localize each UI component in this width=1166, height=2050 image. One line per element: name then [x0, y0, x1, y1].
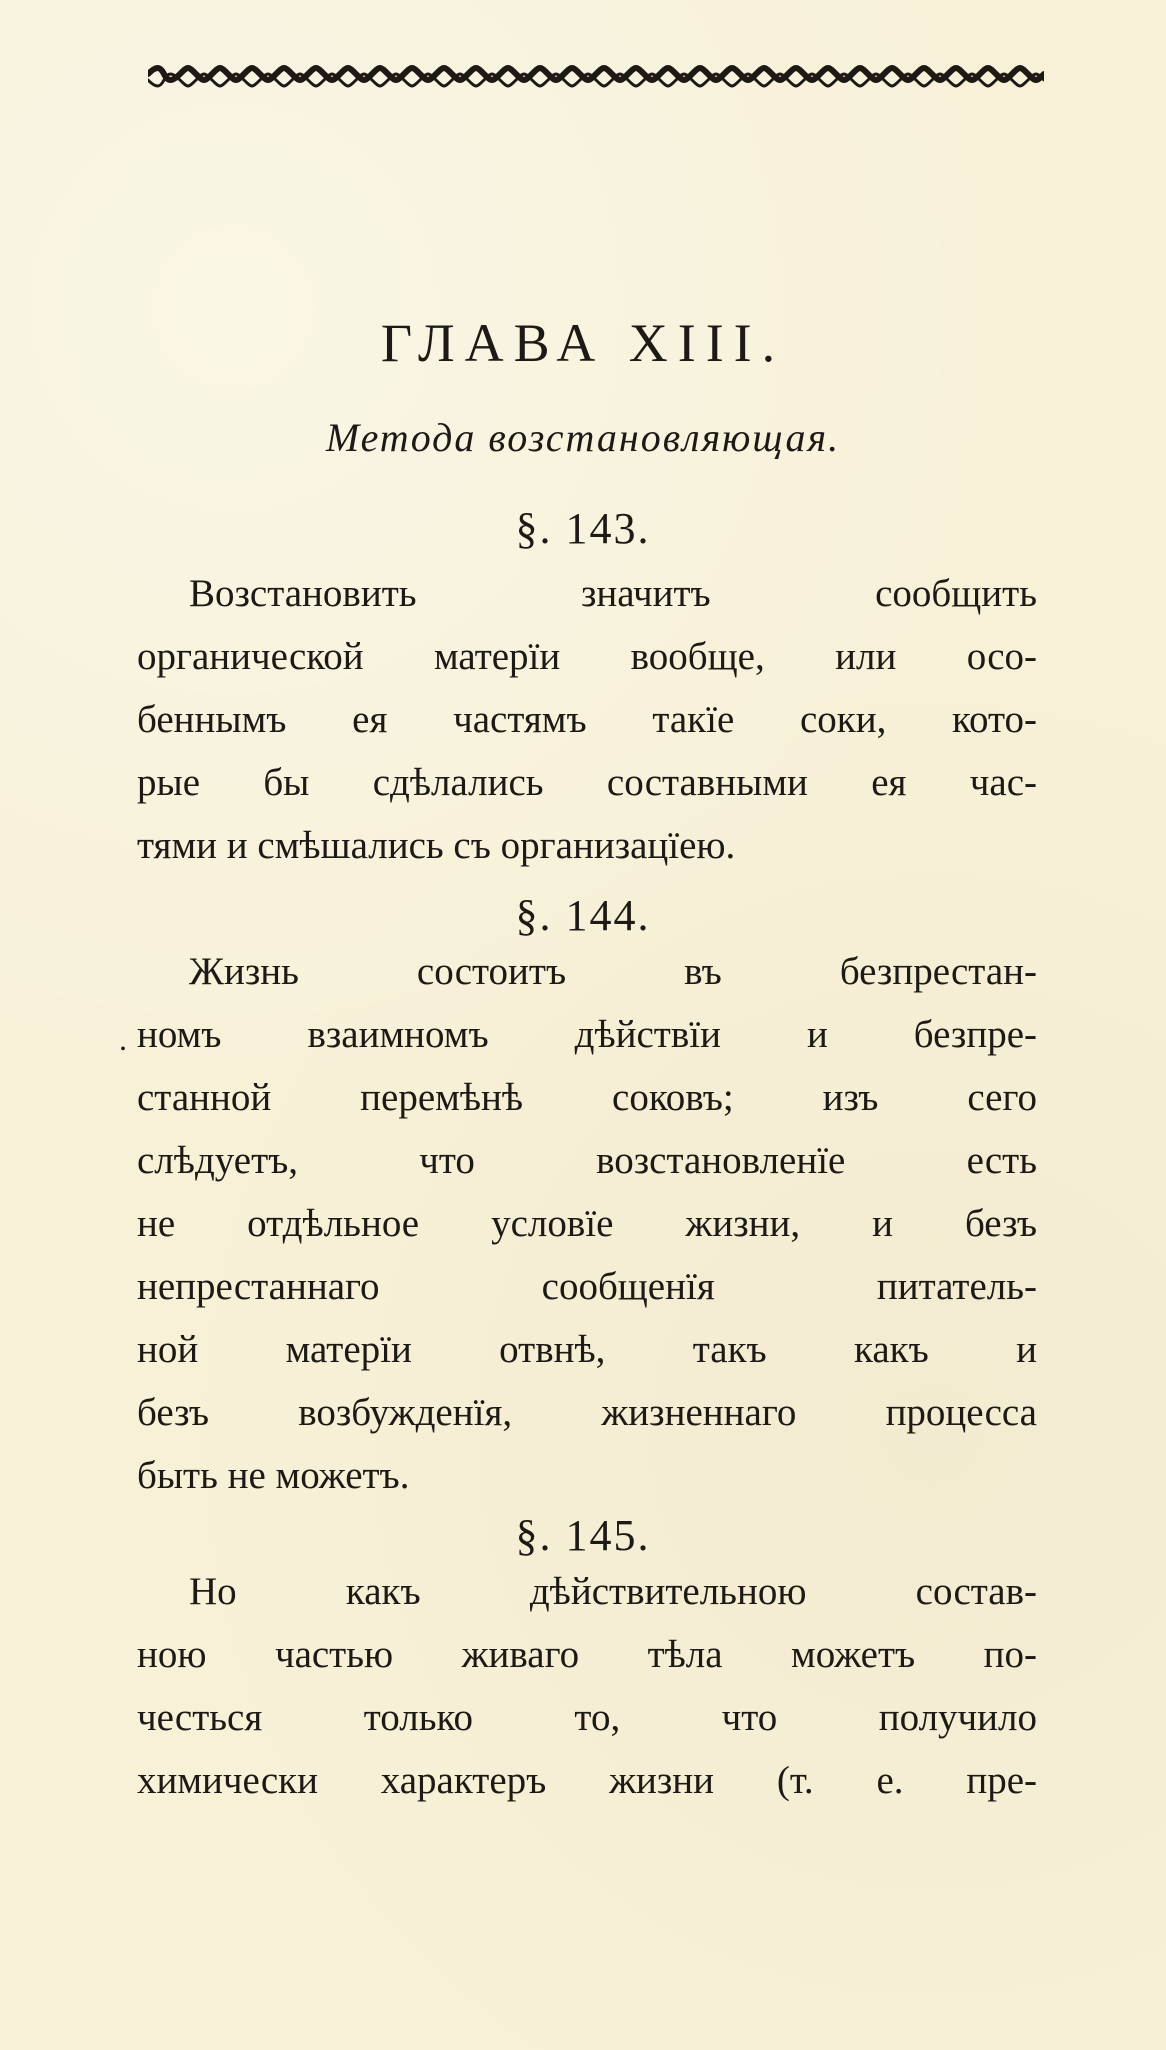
text-line: беннымъ ея частямъ такїе соки, кото-: [137, 698, 1037, 741]
text-line: Жизнь состоитъ въ безпрестан-: [189, 950, 1037, 993]
text-line: Возстановить значитъ сообщить: [189, 572, 1037, 615]
text-line: рые бы сдѣлались составными ея час-: [137, 761, 1037, 804]
section-mark-143: §. 143.: [515, 504, 651, 553]
text-line: честься только то, что получило: [137, 1696, 1037, 1739]
text-line: органической матерїи вообще, или осо-: [137, 635, 1037, 678]
text-line: слѣдуетъ, что возстановленїе есть: [137, 1139, 1037, 1182]
text-line: номъ взаимномъ дѣйствїи и безпре-: [137, 1013, 1037, 1056]
margin-mark: .: [119, 1021, 127, 1057]
chapter-subtitle: Метода возстановляющая.: [325, 415, 841, 460]
text-line: химически характеръ жизни (т. е. пре-: [137, 1759, 1037, 1802]
text-line: ною частью живаго тѣла можетъ по-: [137, 1633, 1037, 1676]
ornament-icon: [148, 64, 1044, 92]
paragraph-143: [137, 562, 1037, 877]
text-line: непрестаннаго сообщенїя питатель-: [137, 1265, 1037, 1308]
text-line: станной перемѣнѣ соковъ; изъ сего: [137, 1076, 1037, 1119]
section-mark-145: §. 145.: [515, 1511, 651, 1560]
text-line: не отдѣльное условїе жизни, и безъ: [137, 1202, 1037, 1245]
paragraph-144: [137, 940, 1037, 1507]
text-line: Но какъ дѣйствительною состав-: [189, 1570, 1037, 1613]
paragraph-145: [137, 1560, 1037, 1812]
text-line: ной матерїи отвнѣ, такъ какъ и: [137, 1328, 1037, 1371]
ornamental-rule: [148, 64, 1044, 92]
text-line: тями и смѣшались съ организацїею.: [137, 824, 736, 867]
text-line: быть не можетъ.: [137, 1454, 410, 1497]
section-mark-144: §. 144.: [515, 891, 651, 940]
text-line: безъ возбужденїя, жизненнаго процесса: [137, 1391, 1037, 1434]
chapter-title: ГЛАВА XIII.: [380, 313, 786, 373]
